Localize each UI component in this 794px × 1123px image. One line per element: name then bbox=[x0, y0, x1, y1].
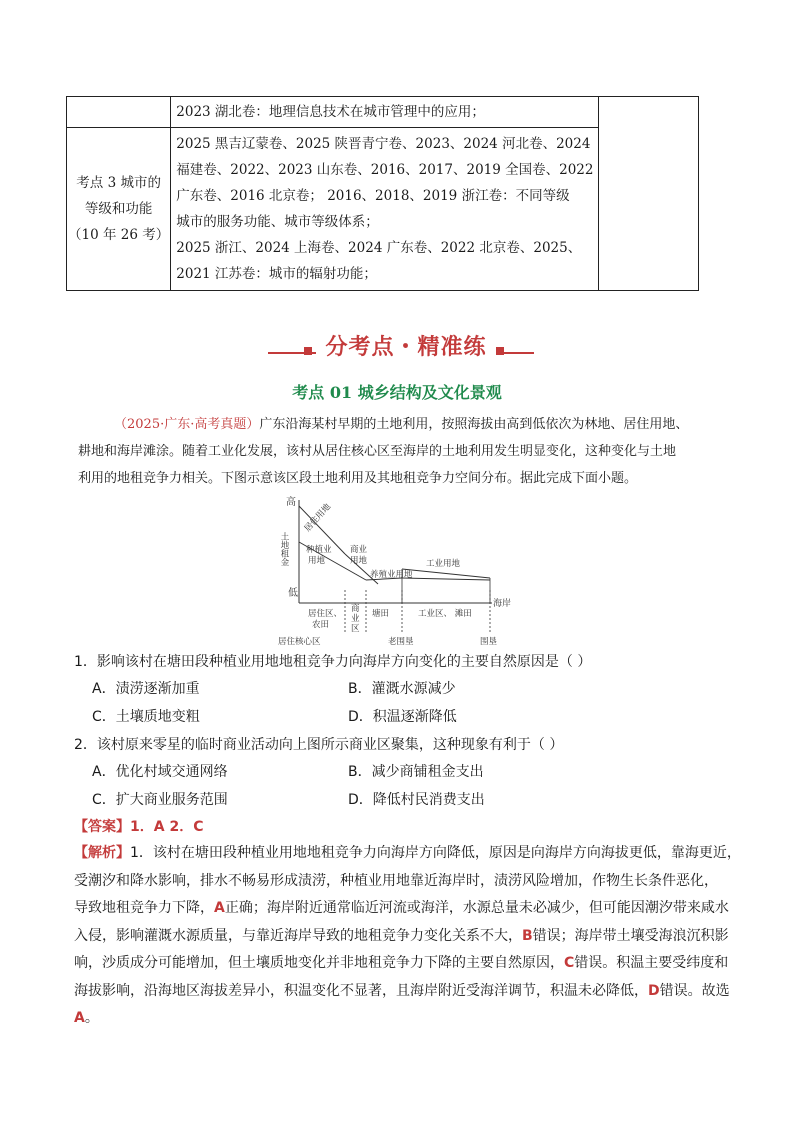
zone-pond: 塘田 bbox=[372, 609, 390, 619]
answer-line: 【答案】1．A 2．C bbox=[74, 819, 204, 835]
planting-label-1: 种植业 bbox=[306, 545, 332, 555]
zone-commercial-3: 区 bbox=[351, 624, 360, 634]
passage-line-3: 利用的地租竞争力相关。下图示意该区段土地利用及其地租竞争力空间分布。据此完成下面小题。 bbox=[78, 471, 638, 486]
q1-option-d[interactable]: D．积温逐渐降低 bbox=[348, 709, 457, 725]
x-end-label: 海岸 bbox=[493, 599, 512, 609]
topic-cell-empty bbox=[67, 97, 171, 128]
explanation-option-letter: A bbox=[214, 900, 225, 916]
explanation bbox=[74, 840, 741, 1033]
passage-source: （2025·广东·高考真题） bbox=[114, 417, 260, 432]
explanation-option-letter: A bbox=[74, 1010, 85, 1026]
section-banner-title: 分考点・精准练 bbox=[325, 335, 487, 360]
content-cell-row2: 2025 黑吉辽蒙卷、2025 陕晋青宁卷、2023、2024 河北卷、2024 福建卷、2022、2023 山东卷、2016、2017、2019 全国卷、2022 广东卷、2016 北京卷； 2016、2018、2019 浙江卷：不同等级 城市的服务功能、城市等级体系； 2025 浙江、2024 上海卷、2024 广东卷、2022 北京卷、2025、 2021 江苏卷：城市的辐射功能； bbox=[171, 128, 598, 291]
content-cell-row1: 2023 湖北卷：地理信息技术在城市管理中的应用； bbox=[171, 97, 598, 128]
explanation-line bbox=[74, 868, 724, 896]
q2-option-d[interactable]: D．降低村民消费支出 bbox=[348, 792, 485, 808]
explanation-text: 导致地租竞争力下降， bbox=[74, 900, 214, 916]
zone-commercial-2: 业 bbox=[351, 614, 360, 624]
bottom-label-core: 居住核心区 bbox=[278, 637, 321, 647]
explanation-option-letter: D bbox=[648, 982, 660, 999]
q2-option-a[interactable]: A．优化村域交通网络 bbox=[92, 764, 228, 780]
explanation-option-letter: C bbox=[564, 955, 575, 971]
topic-cell: 考点 3 城市的 等级和功能 （10 年 26 考） bbox=[67, 128, 171, 291]
explanation-text: 错误。积温主要受纬度和 bbox=[574, 955, 729, 971]
zone-industrial: 工业区、 滩田 bbox=[418, 609, 472, 619]
y-axis-label: 土地租金 bbox=[279, 532, 289, 566]
industrial-rent-line bbox=[402, 569, 490, 578]
residential-label: 居住用地 bbox=[302, 502, 333, 535]
explanation-label: 【解析】 bbox=[74, 845, 130, 861]
aquaculture-rent-line-ext bbox=[402, 578, 490, 580]
bottom-label-reclaim: 围垦 bbox=[480, 637, 498, 647]
q2-option-c[interactable]: C．扩大商业服务范围 bbox=[92, 792, 228, 808]
y-high-label: 高 bbox=[286, 497, 296, 508]
explanation-text: 响，沙质成分可能增加，但土壤质地变化并非地租竞争力下降的主要自然原因， bbox=[74, 955, 564, 971]
explanation-text: 受潮汐和降水影响，排水不畅易形成渍涝，种植业用地靠近海岸时，渍涝风险增加，作物生长条件恶化， bbox=[74, 872, 718, 889]
industrial-label: 工业用地 bbox=[426, 559, 461, 569]
q1-option-c[interactable]: C．土壤质地变粗 bbox=[92, 709, 200, 725]
bottom-label-old-reclaim: 老围垦 bbox=[388, 637, 414, 647]
planting-label-2: 用地 bbox=[308, 556, 326, 566]
q2-option-b[interactable]: B．减少商铺租金支出 bbox=[348, 764, 484, 780]
explanation-line bbox=[74, 1005, 724, 1033]
exam-topic-table bbox=[66, 96, 699, 291]
commercial-label-2: 用地 bbox=[350, 556, 368, 566]
subheading: 考点 01 城乡结构及文化景观 bbox=[292, 383, 502, 402]
explanation-text: 错误。故选 bbox=[659, 982, 730, 999]
zone-residential-1: 居住区、 bbox=[308, 609, 343, 619]
zone-residential-2: 农田 bbox=[312, 620, 330, 630]
blank-cell bbox=[598, 97, 699, 291]
q1-option-a[interactable]: A．渍涝逐渐加重 bbox=[92, 681, 200, 697]
zone-commercial-1: 商 bbox=[351, 604, 360, 614]
banner-right-line bbox=[496, 352, 534, 354]
passage-line-1: （2025·广东·高考真题）广东沿海某村早期的土地利用，按照海拔由高到低依次为林地、居住用地、 bbox=[114, 417, 689, 432]
explanation-text: 正确；海岸附近通常临近河流或海洋，水源总量未必减少，但可能因潮汐带来咸水 bbox=[224, 900, 729, 916]
q1-option-b[interactable]: B．灌溉水源减少 bbox=[348, 681, 456, 697]
explanation-text: 海拔影响，沿海地区海拔差异小，积温变化不显著，且海岸附近受海洋调节，积温未必降低， bbox=[74, 982, 648, 999]
banner-left-square-icon bbox=[304, 347, 312, 355]
commercial-label-1: 商业 bbox=[350, 545, 368, 555]
explanation-option-letter: B bbox=[522, 927, 533, 944]
explanation-line bbox=[74, 950, 729, 978]
explanation-line bbox=[74, 840, 741, 868]
explanation-text: 。 bbox=[84, 1010, 99, 1026]
explanation-text: 错误；海岸带土壤受海浪沉积影 bbox=[532, 927, 729, 944]
question-1: 1．影响该村在塘田段种植业用地地租竞争力向海岸方向变化的主要自然原因是（ ） bbox=[74, 654, 592, 670]
explanation-line bbox=[74, 978, 730, 1006]
land-rent-diagram bbox=[270, 492, 530, 648]
question-2: 2．该村原来零星的临时商业活动向上图所示商业区聚集，这种现象有利于（ ） bbox=[74, 737, 564, 753]
explanation-text: 1．该村在塘田段种植业用地地租竞争力向海岸方向降低，原因是向海岸方向海拔更低，靠海更近， bbox=[130, 845, 741, 861]
y-low-label: 低 bbox=[288, 588, 298, 599]
explanation-line bbox=[74, 923, 729, 951]
explanation-line bbox=[74, 895, 729, 923]
explanation-text: 入侵，影响灌溉水源质量，与靠近海岸导致的地租竞争力变化关系不大， bbox=[74, 927, 522, 944]
passage-line-2: 耕地和海岸滩涂。随着工业化发展，该村从居住核心区至海岸的土地利用发生明显变化，这种变化与土地 bbox=[78, 444, 677, 459]
aquaculture-label: 养殖业用地 bbox=[370, 570, 413, 580]
